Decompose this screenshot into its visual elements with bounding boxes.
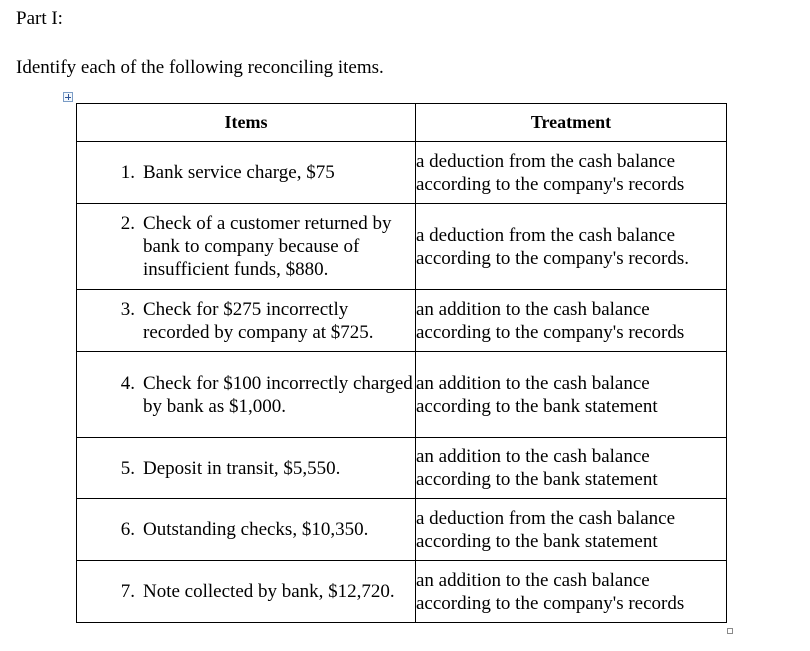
table-row [77, 204, 727, 290]
treatment-cell[interactable]: a deduction from the cash balance according to the bank statement [416, 499, 727, 561]
item-description: Check for $100 incorrectly charged by bank as $1,000. [143, 372, 413, 417]
table-row [77, 561, 727, 623]
item-description: Outstanding checks, $10,350. [143, 519, 369, 540]
table-row [77, 438, 727, 499]
item-number: 5. [120, 457, 135, 479]
table-row [77, 352, 727, 438]
reconciling-items-table [76, 103, 727, 623]
item-number: 4. [120, 372, 135, 394]
table-move-handle-icon[interactable] [63, 92, 73, 102]
treatment-cell[interactable]: an addition to the cash balance according to the bank statement [416, 438, 727, 499]
part-title: Part I: [16, 8, 63, 29]
item-cell[interactable] [77, 204, 416, 290]
treatment-cell[interactable]: a deduction from the cash balance according to the company's records [416, 142, 727, 204]
item-description: Check of a customer returned by bank to company because of insufficient funds, $880. [143, 213, 392, 280]
table-resize-handle-icon[interactable] [727, 628, 733, 634]
treatment-cell[interactable]: an addition to the cash balance according to the company's records [416, 290, 727, 352]
header-items: Items [77, 104, 416, 142]
header-treatment: Treatment [416, 104, 727, 142]
item-number: 3. [120, 298, 135, 320]
table-header-row [77, 104, 727, 142]
item-cell[interactable] [77, 438, 416, 499]
item-cell[interactable] [77, 499, 416, 561]
item-number: 2. [120, 213, 135, 234]
table-row [77, 499, 727, 561]
item-cell[interactable] [77, 290, 416, 352]
item-description: Bank service charge, $75 [143, 162, 335, 183]
item-cell[interactable] [77, 561, 416, 623]
treatment-cell[interactable]: a deduction from the cash balance according to the company's records. [416, 204, 727, 290]
treatment-cell[interactable]: an addition to the cash balance according to the bank statement [416, 352, 727, 438]
table-row [77, 142, 727, 204]
item-number: 1. [120, 162, 135, 183]
item-number: 6. [120, 519, 135, 540]
item-cell[interactable] [77, 352, 416, 438]
item-description: Note collected by bank, $12,720. [143, 581, 395, 602]
item-cell[interactable] [77, 142, 416, 204]
item-number: 7. [120, 581, 135, 602]
table-row [77, 290, 727, 352]
item-description: Deposit in transit, $5,550. [143, 457, 341, 479]
instruction-text: Identify each of the following reconciling items. [16, 57, 384, 78]
treatment-cell[interactable]: an addition to the cash balance according to the company's records [416, 561, 727, 623]
item-description: Check for $275 incorrectly recorded by company at $725. [143, 298, 374, 343]
